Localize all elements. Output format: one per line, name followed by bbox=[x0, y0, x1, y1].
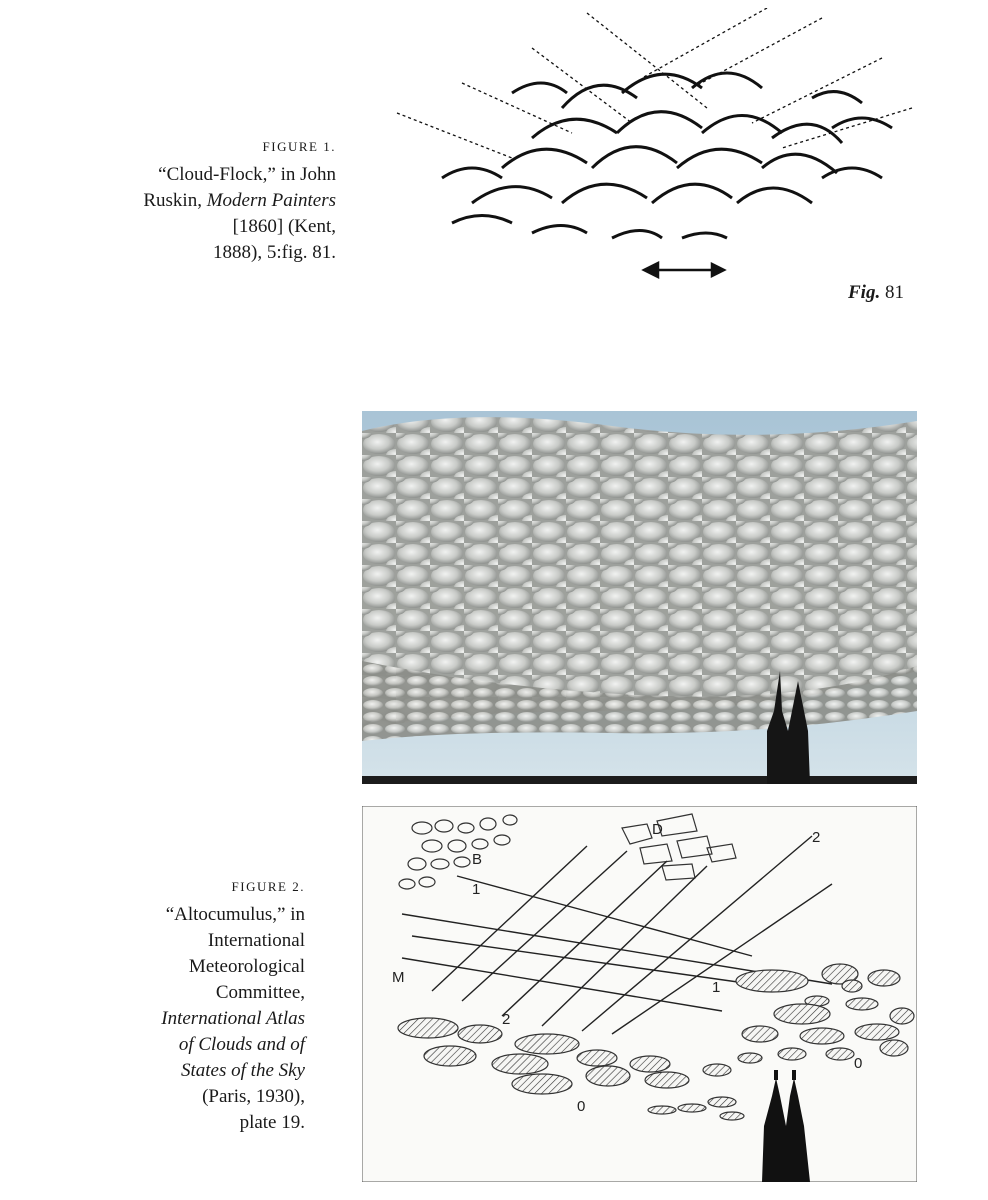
figure-2-line-9: plate 19. bbox=[239, 1112, 305, 1133]
atlas-title-2: of Clouds and of bbox=[178, 1034, 305, 1055]
figure-2-line-2: International bbox=[207, 930, 305, 951]
altocumulus-photograph bbox=[362, 411, 917, 784]
figure-1-line-2 bbox=[96, 188, 336, 214]
figure-2-line-1: “Altocumulus,” in bbox=[165, 904, 305, 925]
diagram-label-b: B bbox=[472, 851, 483, 868]
figure-2-line-4: Committee, bbox=[215, 982, 305, 1003]
diagram-label-0-right: 0 bbox=[854, 1055, 863, 1072]
diagram-label-2-low: 2 bbox=[502, 1011, 511, 1028]
figure-1-line-3: [1860] (Kent, bbox=[232, 216, 336, 237]
cloud-flock-engraving bbox=[392, 8, 922, 308]
figure-2-caption bbox=[105, 874, 305, 1136]
figure-1-line-1: “Cloud-Flock,” in John bbox=[158, 164, 336, 185]
diagram-label-0-low: 0 bbox=[577, 1098, 586, 1115]
diagram-label-1-left: 1 bbox=[472, 881, 481, 898]
atlas-title-3: States of the Sky bbox=[181, 1060, 305, 1081]
fig-81-tag bbox=[848, 282, 904, 304]
atlas-title-1: International Atlas bbox=[161, 1008, 305, 1029]
altocumulus-diagram bbox=[362, 806, 917, 1182]
figure-1-line-2-pre: Ruskin, bbox=[143, 190, 207, 211]
figure-1-book-title: Modern Painters bbox=[206, 190, 336, 211]
figure-2-line-6 bbox=[105, 1032, 305, 1058]
figure-1-label: FIGURE 1. bbox=[262, 139, 336, 154]
diagram-label-d: D bbox=[652, 821, 663, 838]
diagram-label-m: M bbox=[392, 969, 405, 986]
figure-2-line-8: (Paris, 1930), bbox=[202, 1086, 305, 1107]
figure-1-caption bbox=[96, 134, 336, 266]
figure-2-line-7 bbox=[105, 1058, 305, 1084]
figure-1-line-4: 1888), 5:fig. 81. bbox=[213, 242, 336, 263]
fig-tag-italic: Fig. bbox=[848, 282, 881, 303]
figure-2-line-5 bbox=[105, 1006, 305, 1032]
fig-tag-number: 81 bbox=[880, 282, 904, 303]
diagram-label-1-mid: 1 bbox=[712, 979, 721, 996]
figure-2-line-3: Meteorological bbox=[188, 956, 305, 977]
figure-2-label: FIGURE 2. bbox=[231, 879, 305, 894]
diagram-label-2-top: 2 bbox=[812, 829, 821, 846]
